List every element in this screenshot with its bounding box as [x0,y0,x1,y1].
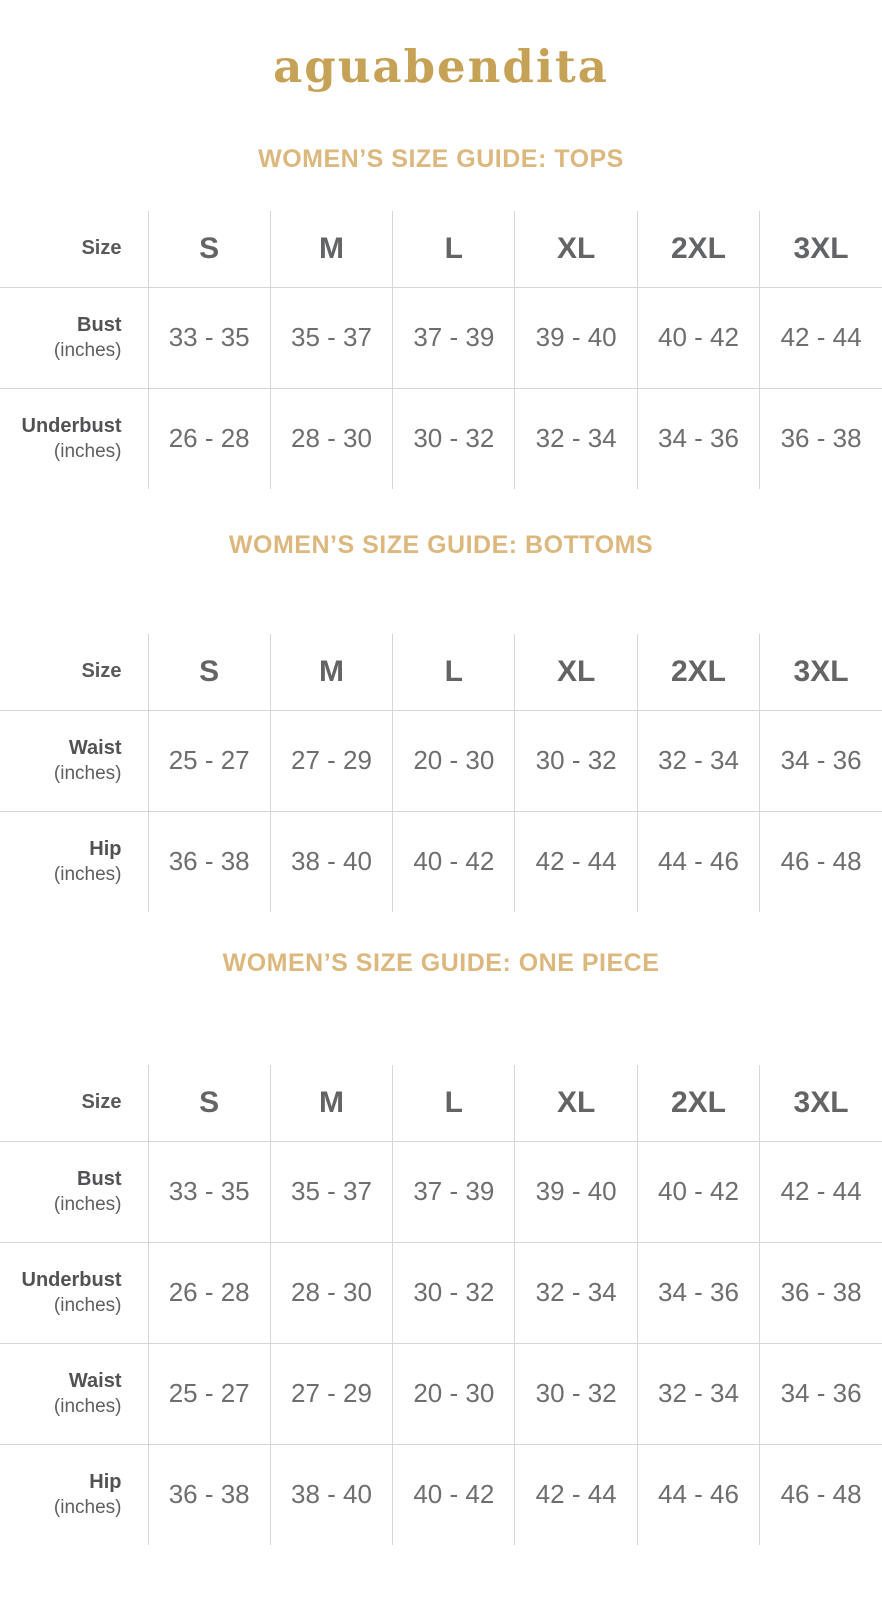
measurement-label: Hip [89,1471,122,1494]
size-column-header: 2XL [637,1065,759,1141]
size-table [0,1065,882,1545]
size-value-cell: 34 - 36 [760,1343,882,1444]
size-value-cell: 40 - 42 [637,1141,759,1242]
measurement-label-cell [0,1141,148,1242]
size-value-cell: 32 - 34 [637,1343,759,1444]
size-value-cell: 27 - 29 [270,1343,392,1444]
size-value-cell: 39 - 40 [515,287,637,388]
size-header-row [0,1065,882,1141]
size-value-cell: 32 - 34 [637,710,759,811]
measurement-row [0,1444,882,1545]
size-value-cell: 28 - 30 [270,1242,392,1343]
measurement-row [0,388,882,489]
size-value-cell: 46 - 48 [760,1444,882,1545]
measurement-unit: (inches) [53,441,122,463]
measurement-label-cell [0,287,148,388]
size-value-cell: 27 - 29 [270,710,392,811]
size-value-cell: 30 - 32 [393,388,515,489]
size-column-header: XL [515,211,637,287]
size-value-cell: 46 - 48 [760,811,882,912]
size-column-header: M [270,211,392,287]
size-value-cell: 25 - 27 [148,710,270,811]
size-value-cell: 40 - 42 [393,1444,515,1545]
measurement-label: Waist [68,1370,122,1392]
size-value-cell: 36 - 38 [148,811,270,912]
size-value-cell: 33 - 35 [148,1141,270,1242]
size-table [0,634,882,912]
size-value-cell: 34 - 36 [637,388,759,489]
size-value-cell: 36 - 38 [148,1444,270,1545]
size-column-header: XL [515,634,637,710]
measurement-unit: (inches) [53,340,122,361]
measurement-label: Waist [68,737,122,759]
measurement-label: Bust [77,314,122,336]
measurement-row [0,710,882,811]
measurement-row [0,1343,882,1444]
size-value-cell: 44 - 46 [637,1444,759,1545]
measurement-label-cell [0,1444,148,1545]
size-column-header: 3XL [760,1065,882,1141]
measurement-label-cell [0,710,148,811]
measurement-unit: (inches) [53,1396,122,1417]
size-guide-section [0,531,882,912]
measurement-unit: (inches) [53,1194,122,1215]
size-column-header: S [148,211,270,287]
size-value-cell: 40 - 42 [393,811,515,912]
size-value-cell: 38 - 40 [270,811,392,912]
section-heading: WOMEN’S SIZE GUIDE: BOTTOMS [228,531,654,559]
size-value-cell: 28 - 30 [270,388,392,489]
size-column-header: 2XL [637,211,759,287]
size-value-cell: 39 - 40 [515,1141,637,1242]
size-column-header: L [393,211,515,287]
size-value-cell: 36 - 38 [760,388,882,489]
size-column-header: 3XL [760,634,882,710]
size-value-cell: 42 - 44 [760,287,882,388]
size-corner-label: Size [0,211,148,287]
measurement-label-cell [0,1242,148,1343]
size-value-cell: 20 - 30 [393,710,515,811]
measurement-label: Hip [89,838,122,861]
measurement-label: Bust [77,1168,122,1190]
size-value-cell: 36 - 38 [760,1242,882,1343]
size-value-cell: 30 - 32 [515,1343,637,1444]
size-corner-label: Size [0,1065,148,1141]
section-heading: WOMEN’S SIZE GUIDE: TOPS [258,145,624,173]
size-guide-section [0,145,882,489]
section-heading: WOMEN’S SIZE GUIDE: ONE PIECE [222,949,660,977]
size-column-header: 3XL [760,211,882,287]
measurement-unit: (inches) [53,763,122,784]
measurement-row [0,811,882,912]
size-column-header: S [148,1065,270,1141]
size-column-header: M [270,1065,392,1141]
size-value-cell: 35 - 37 [270,1141,392,1242]
size-value-cell: 42 - 44 [515,1444,637,1545]
brand-logo: aguabendita [273,40,609,93]
measurement-label: Underbust [21,415,122,438]
size-table [0,211,882,489]
size-column-header: L [393,1065,515,1141]
size-value-cell: 42 - 44 [760,1141,882,1242]
size-column-header: XL [515,1065,637,1141]
size-value-cell: 20 - 30 [393,1343,515,1444]
size-value-cell: 26 - 28 [148,1242,270,1343]
size-guide-sections [0,145,882,1545]
size-value-cell: 37 - 39 [393,1141,515,1242]
size-value-cell: 32 - 34 [515,1242,637,1343]
size-value-cell: 44 - 46 [637,811,759,912]
size-value-cell: 32 - 34 [515,388,637,489]
measurement-unit: (inches) [53,1497,122,1519]
size-value-cell: 30 - 32 [515,710,637,811]
size-value-cell: 38 - 40 [270,1444,392,1545]
measurement-label-cell [0,811,148,912]
measurement-label-cell [0,388,148,489]
size-guide-section [0,949,882,1545]
size-value-cell: 40 - 42 [637,287,759,388]
measurement-row [0,1242,882,1343]
size-header-row [0,634,882,710]
size-corner-label: Size [0,634,148,710]
size-value-cell: 34 - 36 [760,710,882,811]
size-value-cell: 42 - 44 [515,811,637,912]
size-guide-page [0,42,882,1605]
size-header-row [0,211,882,287]
size-column-header: L [393,634,515,710]
size-value-cell: 33 - 35 [148,287,270,388]
size-column-header: S [148,634,270,710]
size-column-header: 2XL [637,634,759,710]
measurement-unit: (inches) [53,1295,122,1316]
measurement-unit: (inches) [53,864,122,886]
size-value-cell: 35 - 37 [270,287,392,388]
size-value-cell: 25 - 27 [148,1343,270,1444]
measurement-label-cell [0,1343,148,1444]
size-column-header: M [270,634,392,710]
measurement-row [0,1141,882,1242]
measurement-label: Underbust [21,1269,122,1291]
measurement-row [0,287,882,388]
size-value-cell: 37 - 39 [393,287,515,388]
size-value-cell: 34 - 36 [637,1242,759,1343]
size-value-cell: 26 - 28 [148,388,270,489]
size-value-cell: 30 - 32 [393,1242,515,1343]
